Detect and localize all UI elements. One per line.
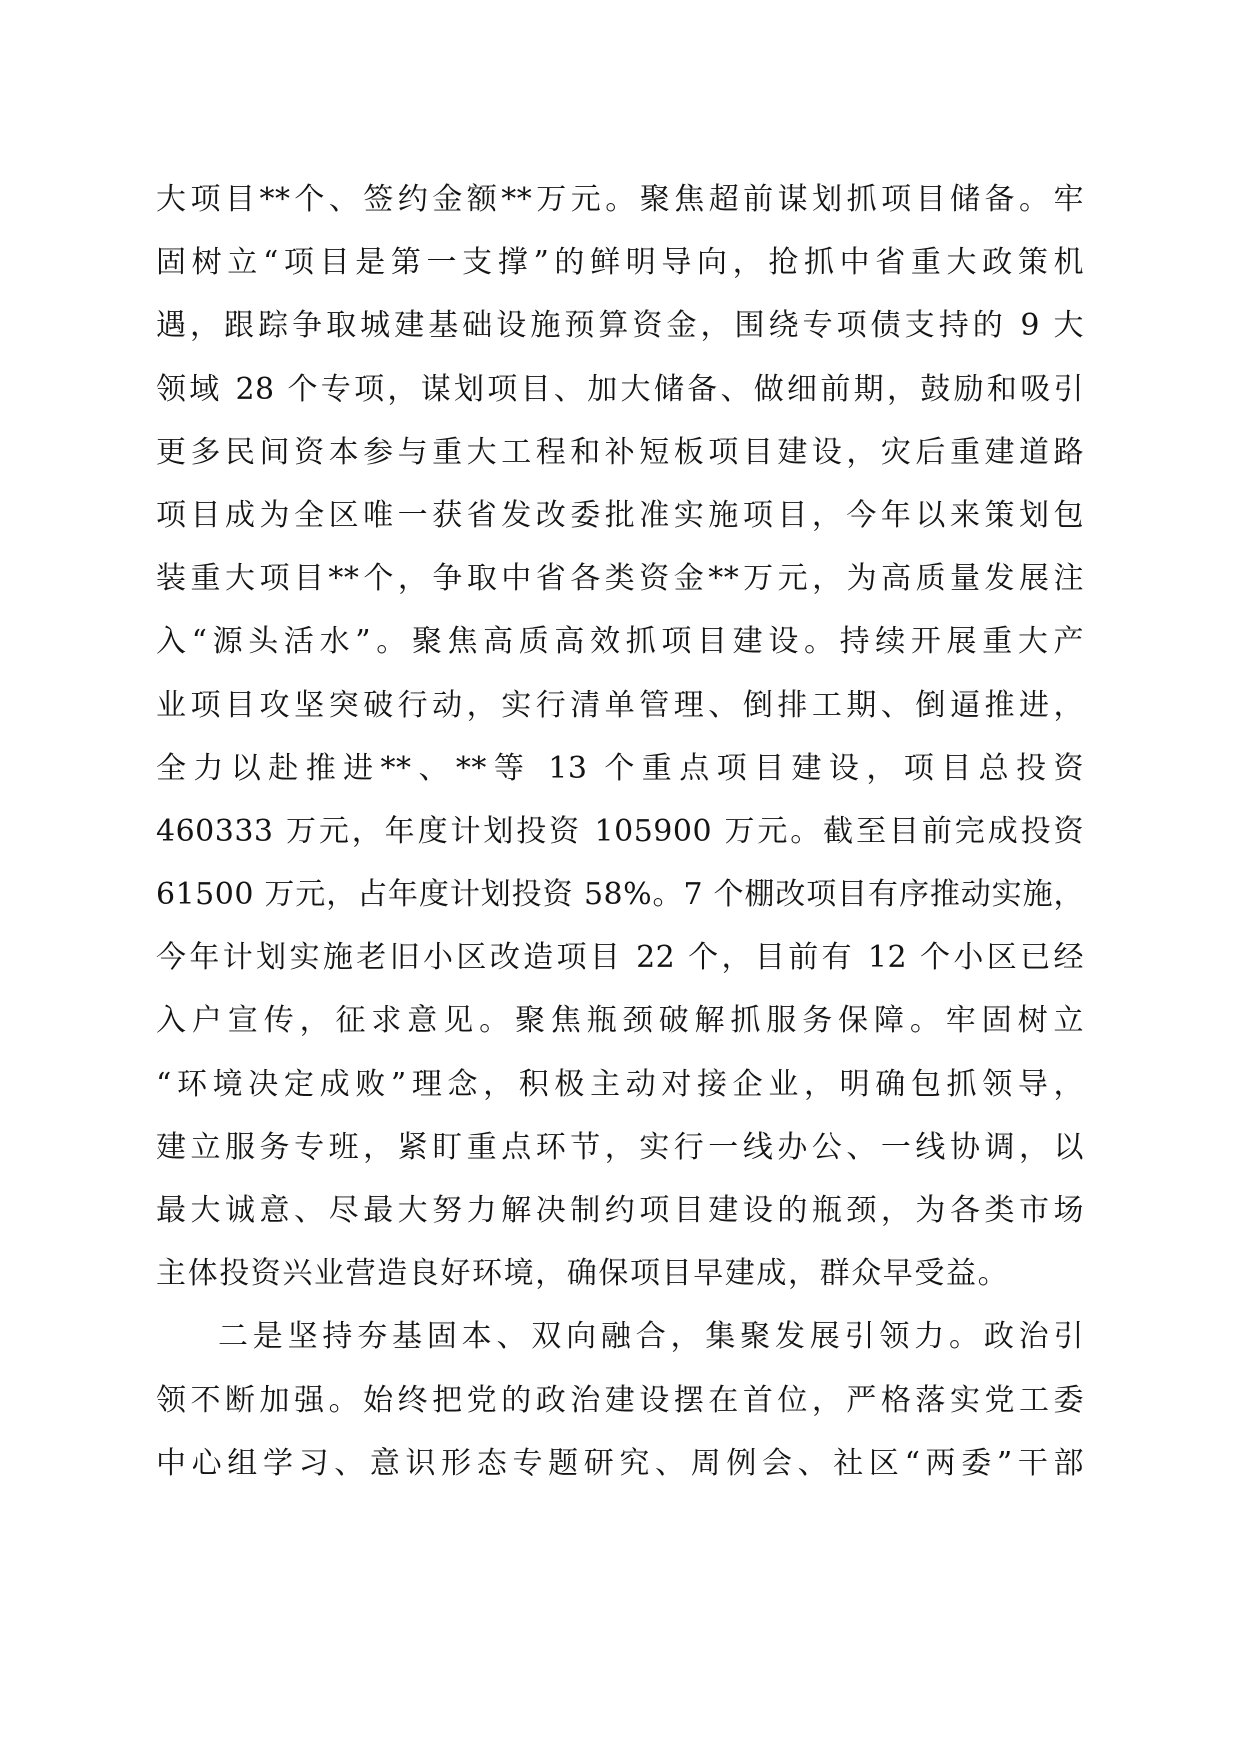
text-line: 大项目**个、签约金额**万元。聚焦超前谋划抓项目储备。牢 <box>156 182 1084 217</box>
text-line: 项目成为全区唯一获省发改委批准实施项目，今年以来策划包 <box>156 497 1084 533</box>
text-line: 最大诚意、尽最大努力解决制约项目建设的瓶颈，为各类市场 <box>156 1193 1084 1228</box>
text-line: 中心组学习、意识形态专题研究、周例会、社区“两委”干部 <box>156 1445 1084 1481</box>
paragraph-start-line: 二是坚持夯基固本、双向融合，集聚发展引领力。政治引 <box>218 1319 1084 1355</box>
text-line: 装重大项目**个，争取中省各类资金**万元，为高质量发展注 <box>156 561 1084 597</box>
text-line: 业项目攻坚突破行动，实行清单管理、倒排工期、倒逼推进， <box>156 687 1084 723</box>
body-text <box>156 168 1084 1495</box>
paragraph-end-line: 主体投资兴业营造良好环境，确保项目早建成，群众早受益。 <box>156 1256 1010 1292</box>
text-line: 入户宣传，征求意见。聚焦瓶颈破解抓服务保障。牢固树立 <box>156 1003 1084 1039</box>
text-line: 今年计划实施老旧小区改造项目 22 个，目前有 12 个小区已经 <box>156 940 1084 976</box>
text-line: 领域 28 个专项，谋划项目、加大储备、做细前期，鼓励和吸引 <box>156 371 1084 407</box>
text-line: 遇，跟踪争取城建基础设施预算资金，围绕专项债支持的 9 大 <box>156 308 1084 344</box>
text-line: 460333 万元，年度计划投资 105900 万元。截至目前完成投资 <box>156 813 1084 849</box>
text-line: 固树立“项目是第一支撑”的鲜明导向，抢抓中省重大政策机 <box>156 245 1084 281</box>
text-line: 更多民间资本参与重大工程和补短板项目建设，灾后重建道路 <box>156 434 1084 470</box>
text-line: 61500 万元，占年度计划投资 58%。7 个棚改项目有序推动实施， <box>156 877 1084 913</box>
text-line: 全力以赴推进**、**等 13 个重点项目建设，项目总投资 <box>156 750 1084 786</box>
text-line: 领不断加强。始终把党的政治建设摆在首位，严格落实党工委 <box>156 1382 1084 1418</box>
text-line: 入“源头活水”。聚焦高质高效抓项目建设。持续开展重大产 <box>156 624 1084 660</box>
text-line: 建立服务专班，紧盯重点环节，实行一线办公、一线协调，以 <box>156 1129 1084 1165</box>
text-line: “环境决定成败”理念，积极主动对接企业，明确包抓领导， <box>156 1066 1084 1102</box>
